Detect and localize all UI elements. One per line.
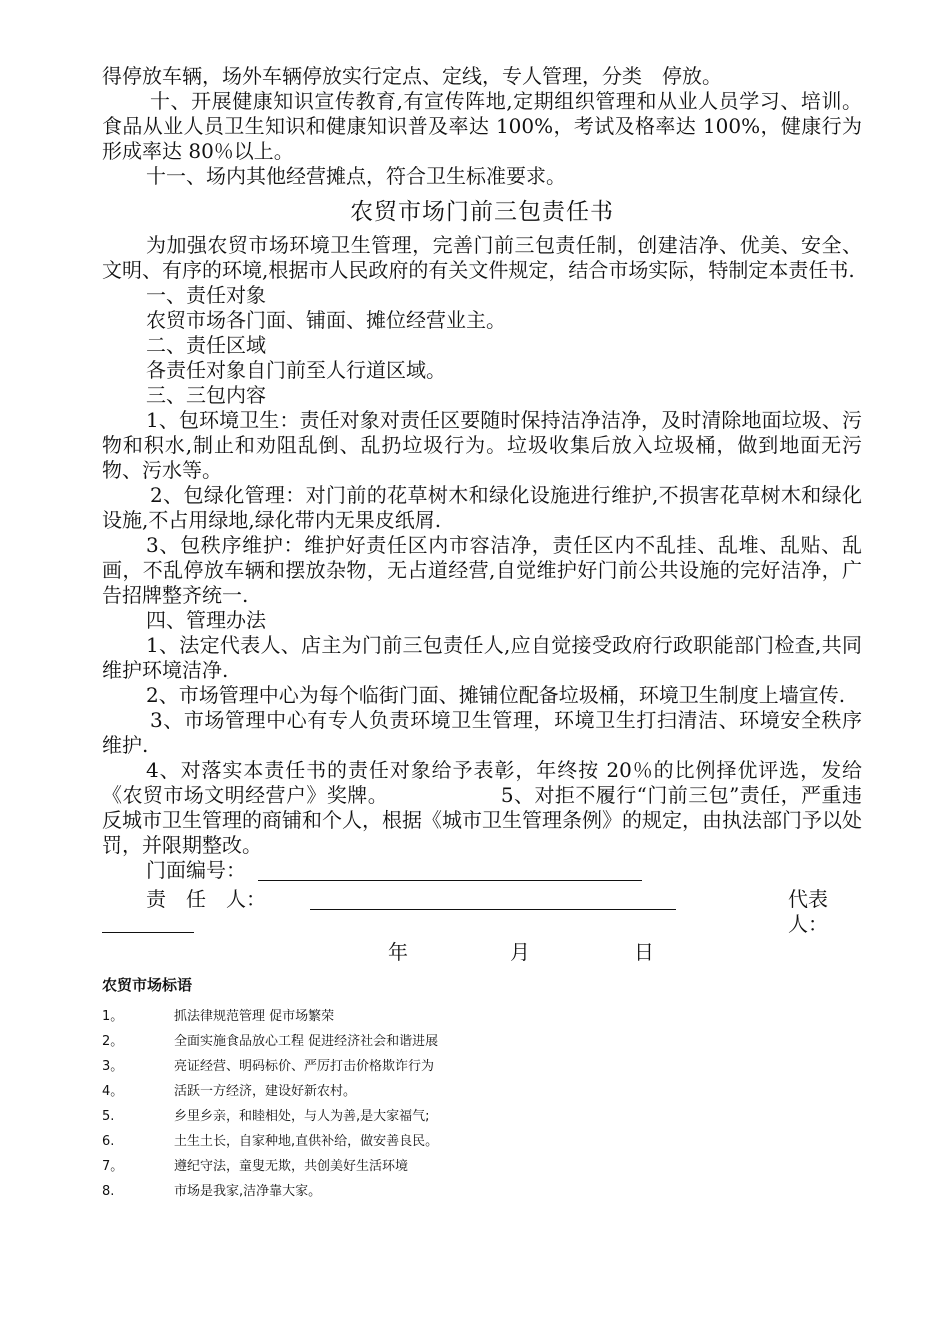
list-item [102,1004,862,1029]
responsible-person-label: 责 任 人： [146,887,266,911]
paragraph-intro: 为加强农贸市场环境卫生管理，完善门前三包责任制，创建洁净、优美、安全、文明、有序的环境,根据市人民政府的有关文件规定，结合市场实际，特制定本责任书. [102,233,862,282]
document-title: 农贸市场门前三包责任书 [350,199,614,225]
management-item-1: 1、法定代表人、店主为门前三包责任人,应自觉接受政府行政职能部门检查,共同维护环境洁净. [102,633,862,682]
shop-number-label: 门面编号： [146,858,246,882]
date-day: 日 [634,940,654,964]
section-heading-area: 二、责任区域 [146,333,266,357]
section-heading-target: 一、责任对象 [146,283,266,307]
management-item-3: 3、市场管理中心有专人负责环境卫生管理，环境卫生打扫清洁、环境安全秩序维护. [102,708,862,757]
slogan-text: 土生土长，自家种地,直供补给，做安善良民。 [174,1134,439,1149]
slogan-text: 乡里乡亲，和睦相处，与人为善,是大家福气; [174,1109,430,1124]
slogan-text: 亮证经营、明码标价、严厉打击价格欺诈行为 [174,1059,435,1074]
paragraph-parking: 得停放车辆，场外车辆停放实行定点、定线，专人管理，分类 停放。 [102,64,722,88]
shop-number-line [102,858,862,883]
representative-line [102,912,862,934]
slogans-heading: 农贸市场标语 [102,976,193,994]
responsible-person-line [102,887,862,936]
list-item [102,1129,862,1154]
list-item [102,1079,862,1104]
list-item [102,1029,862,1054]
date-line [102,936,862,964]
section-body-target: 农贸市场各门面、铺面、摊位经营业主。 [146,308,506,332]
list-item [102,1179,862,1204]
slogan-text: 市场是我家,洁净靠大家。 [174,1184,322,1199]
responsible-person-field[interactable] [310,889,676,910]
slogan-list [102,1004,862,1204]
shop-number-field[interactable] [258,860,642,881]
slogan-number: 4。 [102,1084,124,1099]
list-item [102,1154,862,1179]
document-page [102,64,862,1204]
slogan-number: 5. [102,1109,115,1124]
date-year: 年 [388,940,408,964]
slogan-number: 1。 [102,1009,124,1024]
list-item [102,1104,862,1129]
content-item-greening: 2、包绿化管理：对门前的花草树木和绿化设施进行维护,不损害花草树木和绿化设施,不占用绿地,绿化带内无果皮纸屑. [102,483,862,532]
slogan-number: 8. [102,1184,115,1199]
paragraph-health-education: 十、开展健康知识宣传教育,有宣传阵地,定期组织管理和从业人员学习、培训。食品从业人员卫生知识和健康知识普及率达 100%，考试及格率达 100%，健康行为形成率达 80％以上。 [102,89,862,163]
section-body-area: 各责任对象自门前至人行道区域。 [146,358,446,382]
slogan-number: 3。 [102,1059,124,1074]
slogan-text: 全面实施食品放心工程 促进经济社会和谐进展 [174,1034,439,1049]
date-month: 月 [510,940,530,964]
management-item-2: 2、市场管理中心为每个临街门面、摊铺位配备垃圾桶，环境卫生制度上墙宣传. [146,683,846,707]
management-item-4-5: 4、对落实本责任书的责任对象给予表彰，年终按 20％的比例择优评选，发给《农贸市场文明经营户》奖牌。 5、对拒不履行“门前三包”责任，严重违反城市卫生管理的商铺和个人，根据《城市卫生管理条例》的规定，由执法部门予以处罚，并限期整改。 [102,758,862,857]
paragraph-other-stalls: 十一、场内其他经营摊点，符合卫生标准要求。 [146,164,566,188]
list-item [102,1054,862,1079]
slogan-number: 6. [102,1134,115,1149]
representative-field[interactable] [102,912,194,933]
section-heading-management: 四、管理办法 [146,608,266,632]
slogan-text: 抓法律规范管理 促市场繁荣 [174,1009,335,1024]
content-item-order: 3、包秩序维护：维护好责任区内市容洁净，责任区内不乱挂、乱堆、乱贴、乱画，不乱停放车辆和摆放杂物，无占道经营,自觉维护好门前公共设施的完好洁净，广告招牌整齐统一. [102,533,862,607]
content-item-sanitation: 1、包环境卫生：责任对象对责任区要随时保持洁净洁净，及时清除地面垃圾、污物和积水,制止和劝阻乱倒、乱扔垃圾行为。垃圾收集后放入垃圾桶，做到地面无污物、污水等。 [102,408,862,482]
representative-label: 代表人： [788,887,828,936]
section-heading-content: 三、三包内容 [146,383,266,407]
slogan-text: 遵纪守法，童叟无欺，共创美好生活环境 [174,1159,409,1174]
slogan-text: 活跃一方经济，建设好新农村。 [174,1084,357,1099]
slogan-number: 2。 [102,1034,124,1049]
slogan-number: 7。 [102,1159,124,1174]
